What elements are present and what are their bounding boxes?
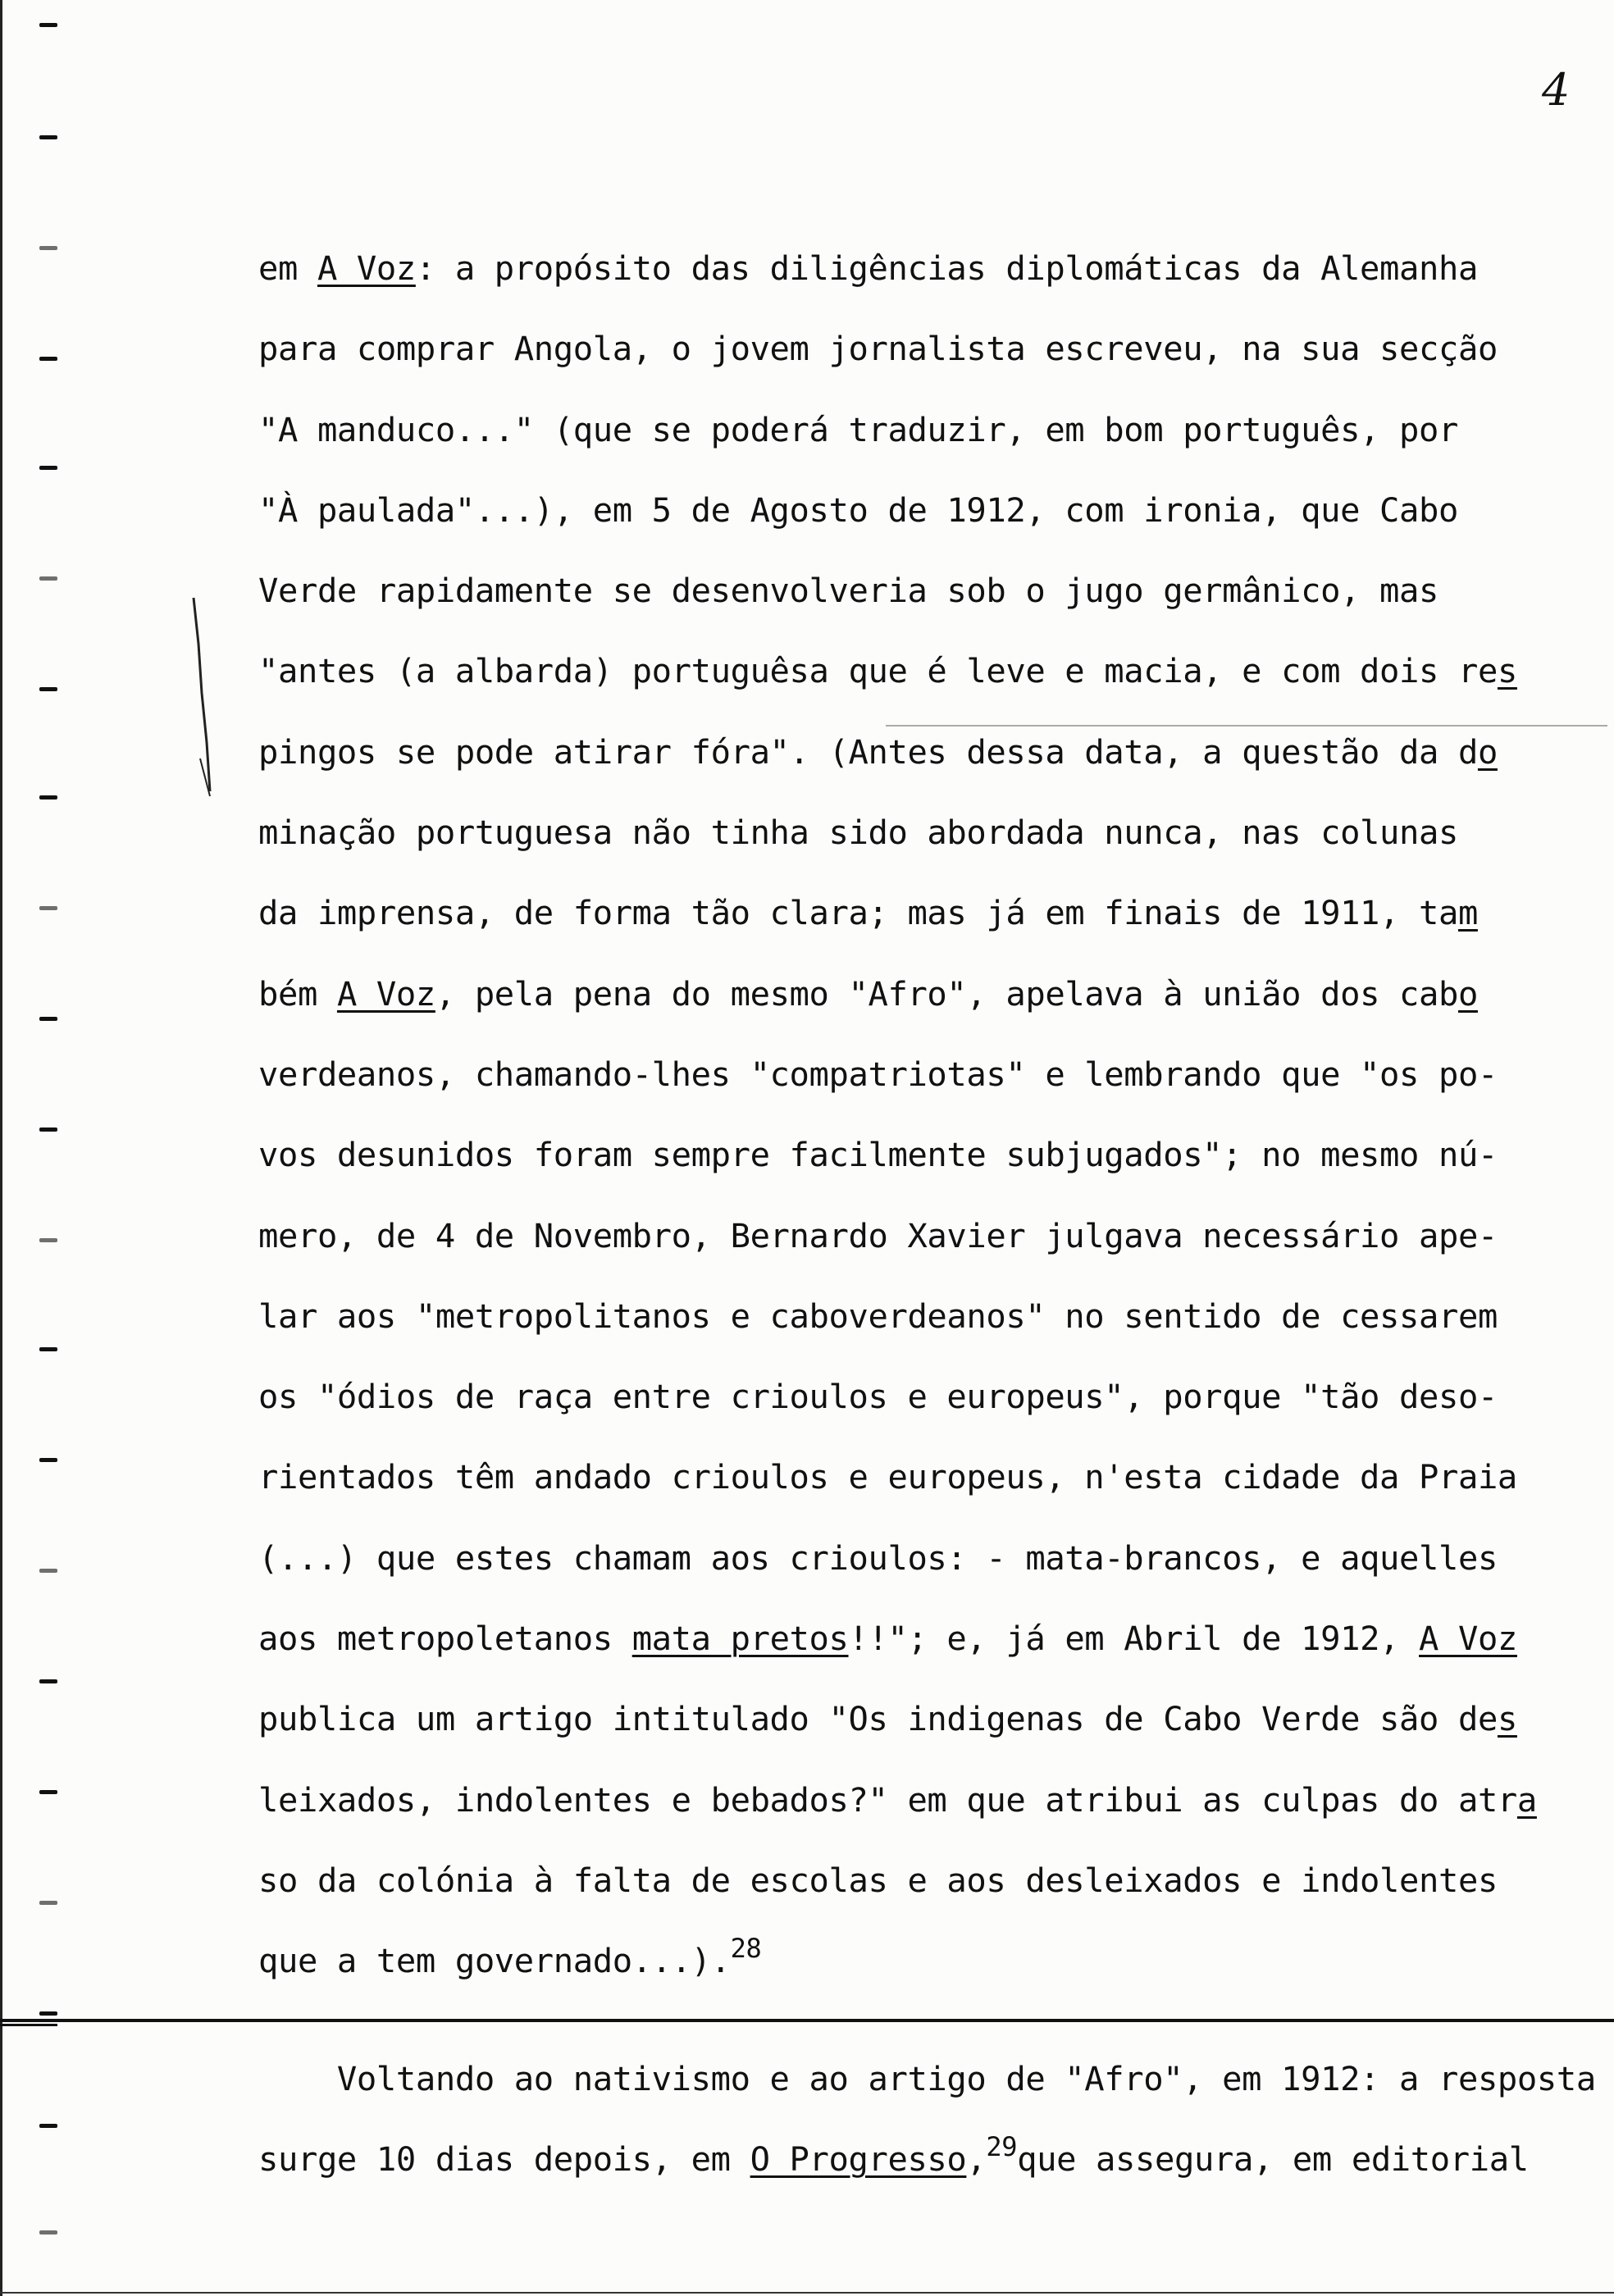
text-line (258, 308, 1587, 389)
section-divider (0, 2019, 1614, 2022)
margin-annotation-mark (189, 594, 221, 800)
margin-tick (39, 357, 57, 361)
margin-tick (39, 906, 57, 910)
text-run: vos desunidos foram sempre facilmente subjugados"; no mesmo nú- (258, 1135, 1498, 1175)
text-run: "À paulada"...), em 5 de Agosto de 1912, com ironia, que Cabo (258, 490, 1458, 530)
underlined-text: o (1457, 973, 1478, 1014)
text-run: Verde rapidamente se desenvolveria sob o jugo germânico, mas (258, 571, 1438, 611)
text-run: em (258, 248, 317, 288)
margin-tick (39, 23, 57, 27)
page-number: 4 (1542, 64, 1571, 116)
text-run: os "ódios de raça entre crioulos e europeus", porque "tão deso- (258, 1377, 1498, 1417)
page-left-edge (0, 0, 2, 2296)
margin-tick (39, 2230, 57, 2234)
margin-tick (39, 1569, 57, 1573)
text-run: para comprar Angola, o jovem jornalista escreveu, na sua secção (258, 329, 1498, 369)
page-bottom-edge (0, 2292, 1614, 2294)
margin-tick (39, 246, 57, 250)
text-line (258, 390, 1587, 470)
margin-tick (39, 1238, 57, 1242)
text-run: mero, de 4 de Novembro, Bernardo Xavier julgava necessário ape- (258, 1215, 1498, 1255)
text-run: que a tem governado...). (258, 1941, 731, 1981)
underlined-text: A Voz (1419, 1619, 1517, 1659)
underlined-text: mata pretos (631, 1619, 849, 1659)
underlined-text: a (1516, 1779, 1537, 1820)
text-line (258, 2039, 1603, 2119)
text-line (258, 228, 1587, 308)
text-line (258, 1356, 1587, 1437)
text-run: Voltando ao nativismo e ao artigo de "Afro", em 1912: a resposta (258, 2059, 1596, 2098)
margin-tick (39, 1790, 57, 1794)
underlined-text: A Voz (317, 248, 416, 288)
text-run: aos metropoletanos (258, 1619, 632, 1659)
text-run: leixados, indolentes e bebados?" em que atribui as culpas do atr (258, 1779, 1517, 1820)
text-run: , (966, 2139, 987, 2180)
text-line (258, 1034, 1587, 1114)
text-line (258, 2119, 1603, 2199)
margin-tick (39, 1458, 57, 1462)
paragraph-1 (258, 228, 1587, 2002)
margin-tick (39, 466, 57, 470)
text-run: verdeanos, chamando-lhes "compatriotas" e lembrando que "os po- (258, 1054, 1498, 1094)
text-run: so da colónia à falta de escolas e aos desleixados e indolentes (258, 1860, 1498, 1900)
text-run: publica um artigo intitulado "Os indigenas de Cabo Verde são de (258, 1699, 1498, 1739)
text-run: lar aos "metropolitanos e caboverdeanos" no sentido de cessarem (258, 1296, 1498, 1336)
margin-tick (39, 687, 57, 691)
text-line (258, 550, 1587, 631)
text-line (258, 954, 1587, 1034)
text-line (258, 1840, 1587, 1920)
text-run: : a propósito das diligências diplomáticas da Alemanha (415, 248, 1478, 288)
text-line (258, 1437, 1587, 1517)
text-run: "A manduco..." (que se poderá traduzir, em bom português, por (258, 409, 1458, 449)
text-line (258, 872, 1587, 953)
underlined-text: o (1477, 731, 1498, 772)
footnote-ref: 29 (986, 2131, 1018, 2163)
text-run: bém (258, 973, 337, 1014)
text-line (258, 1760, 1587, 1840)
margin-tick (39, 1347, 57, 1351)
text-line (258, 1196, 1587, 1276)
text-line (258, 470, 1587, 550)
margin-tick (39, 135, 57, 139)
underlined-text: s (1497, 651, 1517, 691)
underlined-text: s (1497, 1699, 1517, 1739)
margin-tick (39, 2011, 57, 2016)
text-line (258, 792, 1587, 872)
margin-tick (39, 576, 57, 581)
margin-tick (39, 1901, 57, 1905)
text-run: "antes (a albarda) portuguêsa que é leve e macia, e com dois re (258, 651, 1498, 691)
text-line (258, 1598, 1587, 1679)
text-run: rientados têm andado crioulos e europeus, n'esta cidade da Praia (258, 1457, 1517, 1497)
margin-tick (39, 1017, 57, 1021)
text-line (258, 1679, 1587, 1759)
margin-tick (39, 2124, 57, 2128)
text-line (258, 712, 1587, 792)
text-run: minação portuguesa não tinha sido abordada nunca, nas colunas (258, 813, 1458, 853)
text-run: pingos se pode atirar fóra". (Antes dessa data, a questão da d (258, 731, 1478, 772)
paragraph-2 (258, 2039, 1603, 2200)
text-run: , pela pena do mesmo "Afro", apelava à união dos cab (435, 973, 1458, 1014)
text-line (258, 1276, 1587, 1356)
underlined-text: m (1457, 893, 1478, 933)
text-run: (...) que estes chamam aos crioulos: - mata-brancos, e aquelles (258, 1538, 1498, 1578)
text-run: !!"; e, já em Abril de 1912, (848, 1619, 1420, 1659)
margin-tick (39, 1128, 57, 1132)
text-line (258, 1920, 1587, 2001)
text-line (258, 1518, 1587, 1598)
underlined-text: O Progresso (750, 2139, 967, 2180)
text-run: que assegura, em editorial (1017, 2139, 1529, 2180)
underlined-text: A Voz (336, 973, 435, 1014)
text-run: da imprensa, de forma tão clara; mas já em finais de 1911, ta (258, 893, 1458, 933)
margin-tick (39, 795, 57, 800)
footnote-ref: 28 (730, 1933, 762, 1965)
margin-tick (39, 1679, 57, 1683)
section-divider-accent (0, 2024, 57, 2026)
text-line (258, 631, 1587, 711)
text-run: surge 10 dias depois, em (258, 2139, 750, 2180)
text-line (258, 1114, 1587, 1195)
